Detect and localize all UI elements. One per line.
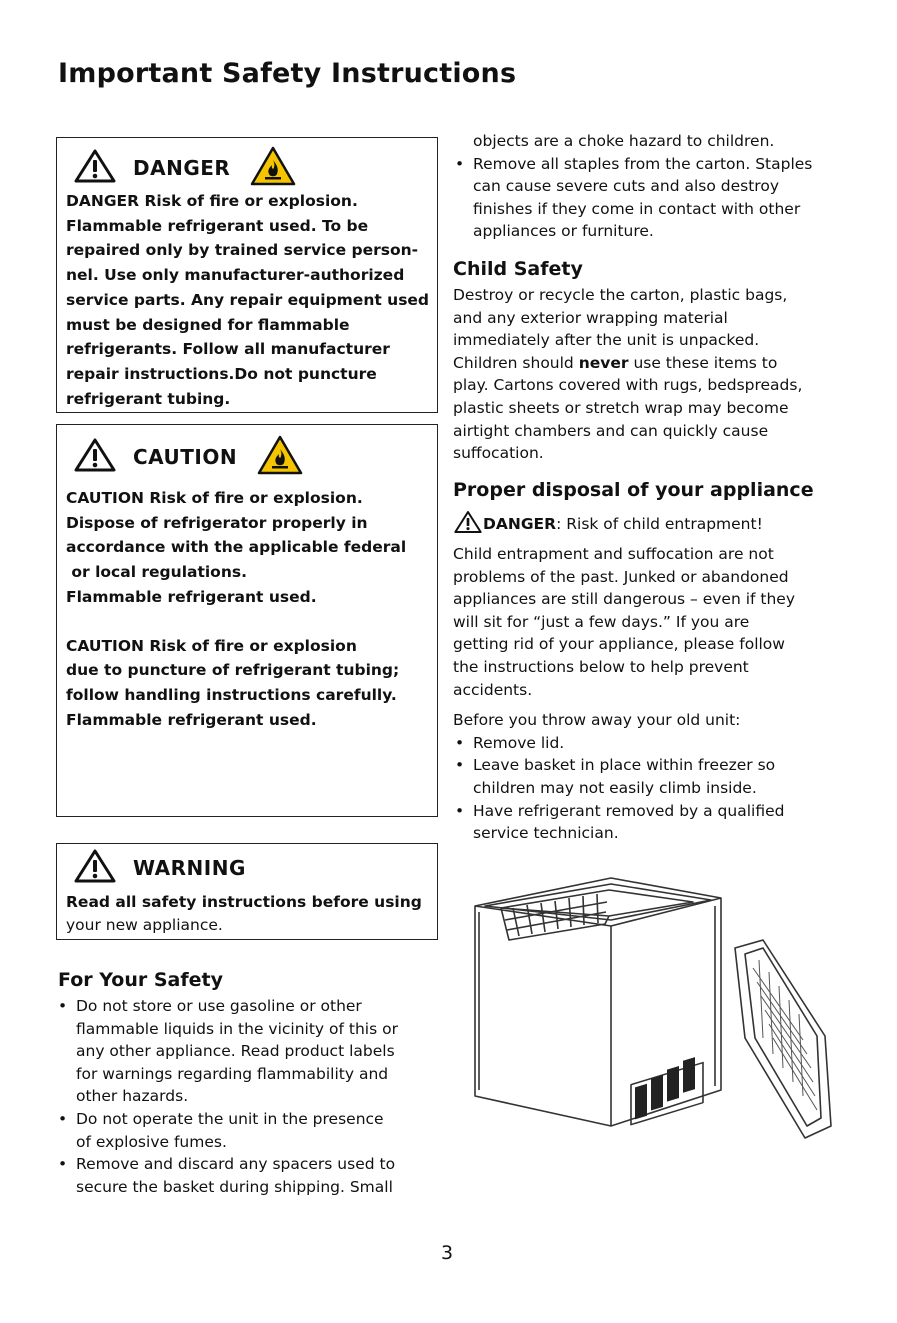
text-line: DANGER Risk of fire or explosion. [66,192,358,210]
danger-label: DANGER [133,156,231,180]
text-line: repair instructions.Do not puncture [66,364,377,383]
text-line: • Remove lid. [473,733,565,752]
text-line: accidents. [453,680,533,699]
text-line: getting rid of your appliance, please follow [453,635,785,654]
text-line: nel. Use only manufacturer-authorized [66,266,405,285]
text-line: problems of the past. Junked or abandoned [453,567,789,586]
text-line [453,352,853,375]
warning-header [65,848,266,888]
disposal-text [453,543,853,845]
disposal-heading: Proper disposal of your appliance [453,479,814,501]
text-line: Before you throw away your old unit: [453,711,741,730]
text-line: plastic sheets or stretch wrap may become [453,398,789,417]
disposal-list [453,732,853,845]
right-column-top [453,130,853,243]
warning-triangle-icon [73,148,117,188]
text-line: other hazards. [76,1087,189,1106]
emphasis-text: never [578,353,629,372]
page-number: 3 [441,1242,454,1264]
list-item [56,1108,436,1153]
text-line: finishes if they come in contact with other [473,199,801,218]
text-line: flammable liquids in the vicinity of this or [76,1019,398,1038]
disposal-danger-line [453,510,763,538]
text-line: Flammable refrigerant used. [66,710,317,729]
warning-text [66,891,422,937]
list-item [453,800,853,845]
danger-box [56,137,438,413]
text-line: accordance with the applicable federal [66,538,407,557]
caution-header [65,435,303,479]
warning-triangle-icon [73,848,117,888]
text-line: CAUTION Risk of fire or explosion. [66,489,363,507]
danger-label: DANGER [483,515,557,533]
text-line: Destroy or recycle the carton, plastic bags, [453,286,788,304]
child-safety-heading: Child Safety [453,258,583,280]
text-line: objects are a choke hazard to children. [473,132,775,150]
list-item [56,995,436,1108]
text-line: and any exterior wrapping material [453,308,728,327]
text-line: secure the basket during shipping. Small [76,1177,393,1196]
staples-list [453,153,853,243]
flammable-icon [250,146,296,190]
text-line: immediately after the unit is unpacked. [453,331,760,350]
text-line: refrigerants. Follow all manufacturer [66,340,390,359]
caution-text [66,486,406,732]
danger-text [66,189,429,411]
flammable-icon [257,435,303,479]
text-line: Read all safety instructions before using [66,893,422,911]
warning-triangle-icon [73,437,117,477]
list-item [453,153,853,243]
for-your-safety-list [56,995,436,1198]
text-line: your new appliance. [66,916,223,934]
text-line: • Remove and discard any spacers used to [76,1155,396,1174]
danger-header [65,146,296,190]
text-line: refrigerant tubing. [66,389,231,408]
text-span: Children should [453,353,579,372]
text-line: can cause severe cuts and also destroy [473,177,779,196]
text-line: suffocation. [453,444,544,463]
text-line: follow handling instructions carefully. [66,685,397,704]
page-title: Important Safety Instructions [58,58,517,89]
text-line: • Do not store or use gasoline or other [76,997,362,1015]
child-safety-text [453,284,853,465]
text-line: airtight chambers and can quickly cause [453,421,769,440]
text-line: due to puncture of refrigerant tubing; [66,661,400,680]
text-line: appliances or furniture. [473,222,654,241]
text-line: children may not easily climb inside. [473,778,757,797]
text-line: Flammable refrigerant used. [66,587,317,606]
text-line: • Do not operate the unit in the presence [76,1109,384,1128]
caution-box [56,424,438,817]
text-line: • Leave basket in place within freezer so [473,756,776,775]
list-item [56,1153,436,1198]
danger-text: : Risk of child entrapment! [556,515,763,533]
text-line: must be designed for flammable [66,315,350,334]
warning-label: WARNING [133,856,246,880]
text-line: service parts. Any repair equipment used [66,290,430,309]
text-line: any other appliance. Read product labels [76,1042,395,1061]
text-line: • Have refrigerant removed by a qualified [473,801,785,820]
text-line: CAUTION Risk of fire or explosion [66,636,357,655]
text-line: service technician. [473,824,619,843]
for-your-safety-heading: For Your Safety [58,969,223,991]
chest-freezer-illustration [463,868,843,1147]
text-line: for warnings regarding flammability and [76,1064,389,1083]
text-line: will sit for “just a few days.” If you are [453,612,750,631]
text-line: repaired only by trained service person- [66,241,419,260]
warning-triangle-icon [453,510,483,538]
text-line: of explosive fumes. [76,1132,227,1151]
text-span: use these items to [628,353,778,372]
list-item [453,754,853,799]
caution-label: CAUTION [133,445,238,469]
warning-box [56,843,438,940]
text-line: Child entrapment and suffocation are not [453,545,774,563]
text-line: or local regulations. [66,563,247,582]
text-line: play. Cartons covered with rugs, bedspreads, [453,376,803,395]
list-item [453,732,853,755]
text-line: appliances are still dangerous – even if they [453,590,796,609]
text-line: Dispose of refrigerator properly in [66,513,368,532]
text-line: Flammable refrigerant used. To be [66,216,369,235]
text-line: the instructions below to help prevent [453,657,749,676]
text-line: • Remove all staples from the carton. Staples [473,154,813,173]
